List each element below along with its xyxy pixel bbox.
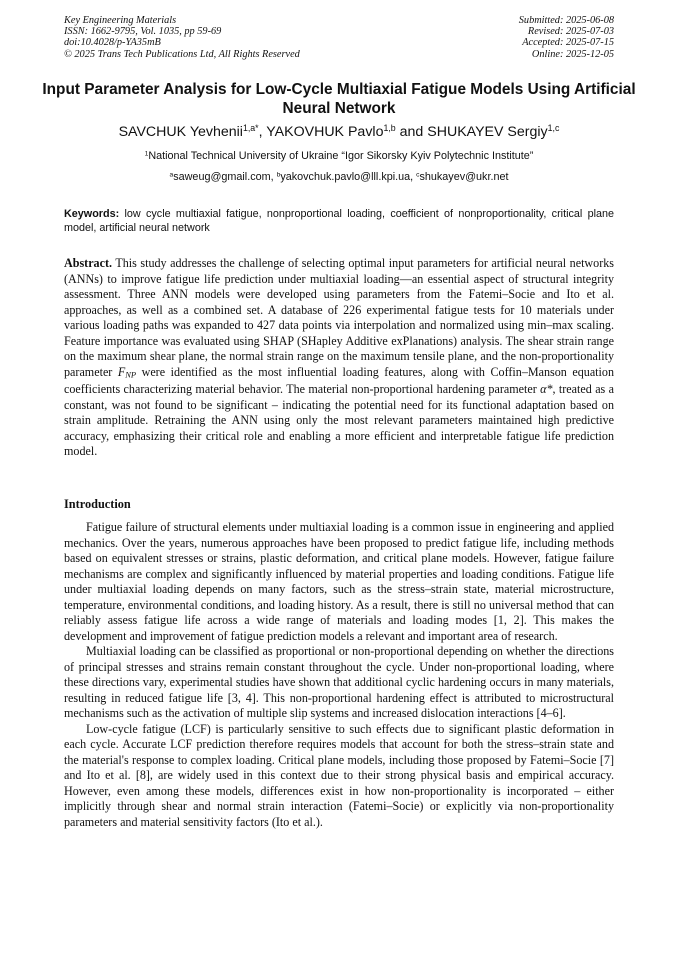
- online-date: Online: 2025-12-05: [531, 48, 614, 60]
- affiliation-mark: 1: [144, 150, 149, 158]
- author-separator: ,: [258, 124, 267, 140]
- email-mark: b: [276, 171, 281, 179]
- abstract-label: Abstract.: [64, 256, 113, 270]
- fnp-subscript: NP: [125, 368, 137, 379]
- submission-dates: [519, 15, 614, 60]
- paragraph: Low-cycle fatigue (LCF) is particularly sensitive to such effects due to significant plastic deformation in each cycle. Accurate LCF prediction therefore requires models that account for both the stress–strain state and the material's response to complex loading. Critical plane models, including those proposed by Fatemi–Socie [7] and Ito et al. [8], are widely used in this context due to their strong physical basis and empirical accuracy. However, even among these models, differences exist in how non-proportionality is incorporated – either implicitly through shear and normal strain interaction (Fatemi–Socie) or explicitly via non-proportionality parameters and material sensitivity factors (Ito et al.).: [64, 721, 614, 829]
- author-list: [30, 124, 648, 141]
- email-mark: c: [416, 171, 420, 179]
- journal-doi: doi:10.4028/p-YA35mB: [64, 37, 161, 49]
- introduction-heading: Introduction: [64, 497, 131, 511]
- accepted-date: Accepted: 2025-07-15: [522, 37, 614, 49]
- keywords-label: Keywords:: [64, 208, 120, 220]
- keywords: [64, 207, 614, 235]
- affiliation: [30, 150, 648, 163]
- email-mark: a: [169, 171, 174, 179]
- author-separator: and: [395, 124, 428, 140]
- author-affiliation-mark: 1,b: [383, 123, 396, 134]
- introduction-body: [64, 520, 614, 830]
- author-name: YAKOVHUK Pavlo: [266, 124, 384, 140]
- paragraph: Fatigue failure of structural elements under multiaxial loading is a common issue in engineering and applied mechanics. Over the years, numerous approaches have been proposed to predict fatigue life, including methods based on equivalent stresses or strains, plastic deformation, and critical plane models. However, fatigue failure mechanisms are complex and significantly influenced by material properties and loading conditions. Fatigue life under multiaxial loading depends on many factors, such as the stress–strain state, material microstructure, temperature, environmental conditions, and loading history. As a result, there is still no universal method that can reliably assess fatigue life across a wide range of materials and loading modes [1, 2]. This makes the development and improvement of fatigue prediction models a relevant and important area of research.: [64, 520, 614, 643]
- author-name: SHUKAYEV Sergiy: [427, 124, 548, 140]
- abstract: [64, 256, 614, 460]
- copyright-notice: © 2025 Trans Tech Publications Ltd, All Rights Reserved: [64, 48, 300, 60]
- email-address[interactable]: saweug@gmail.com,: [173, 171, 277, 183]
- journal-header: [64, 15, 300, 60]
- abstract-text: This study addresses the challenge of selecting optimal input parameters for artificial neural networks (ANNs) to improve fatigue life prediction under multiaxial loading—an essential aspect of structural integrity assessment. Three ANN models were developed using parameters from the Fatemi–Socie and Ito et al. approaches, as well as a combined set. A database of 226 experimental fatigue tests for 10 materials under various loading paths was expanded to 427 data points via interpolation and normalized using min–max scaling. Feature importance was evaluated using SHAP (SHapley Additive exPlanations) analysis. The shear strain range on the maximum shear plane, the normal strain range on the maximum tensile plane, and the non-proportionality parameter: [64, 256, 614, 379]
- email-address[interactable]: shukayev@ukr.net: [419, 171, 509, 183]
- keywords-text: low cycle multiaxial fatigue, nonproportional loading, coefficient of nonproportionality, critical plane model, artificial neural network: [64, 208, 614, 234]
- abstract-text: were identified as the most influential loading features, along with Coffin–Manson equation coefficients characterizing material behavior. The material non-proportional hardening parameter: [64, 364, 614, 397]
- affiliation-text: National Technical University of Ukraine “Igor Sikorsky Kyiv Polytechnic Institute”: [148, 150, 534, 162]
- fnp-symbol: F: [117, 364, 126, 379]
- submitted-date: Submitted: 2025-06-08: [518, 15, 614, 26]
- author-name: SAVCHUK Yevhenii: [118, 124, 243, 140]
- journal-issn: ISSN: 1662-9795, Vol. 1035, pp 59-69: [64, 26, 222, 38]
- author-affiliation-mark: 1,c: [547, 123, 560, 134]
- revised-date: Revised: 2025-07-03: [527, 26, 614, 38]
- paragraph: Multiaxial loading can be classified as proportional or non-proportional depending on whether the directions of principal stresses and strains remain constant throughout the cycle. Under non-proportional loading, where these directions vary, experimental studies have shown that additional cyclic hardening occurs in many materials, resulting in reduced fatigue life [3, 4]. This non-proportional hardening effect is attributed to microstructural mechanisms such as the activation of multiple slip systems and increased dislocation interactions [4–6].: [64, 644, 614, 720]
- author-affiliation-mark: 1,a*: [242, 123, 259, 134]
- email-list: [30, 171, 648, 184]
- email-address[interactable]: yakovchuk.pavlo@lll.kpi.ua,: [280, 171, 417, 183]
- alpha-symbol: α*: [540, 382, 553, 397]
- journal-name: Key Engineering Materials: [64, 15, 177, 26]
- paper-title: Input Parameter Analysis for Low-Cycle Multiaxial Fatigue Models Using Artificial Neural Network: [42, 81, 636, 117]
- abstract-text: , treated as a constant, was not found to be significant – indicating the potential need for its functional adaptation based on strain amplitude. Retraining the ANN using only the most relevant parameters maintained high predictive accuracy, emphasizing their critical role and enabling a more efficient and interpretable fatigue life prediction model.: [64, 382, 614, 459]
